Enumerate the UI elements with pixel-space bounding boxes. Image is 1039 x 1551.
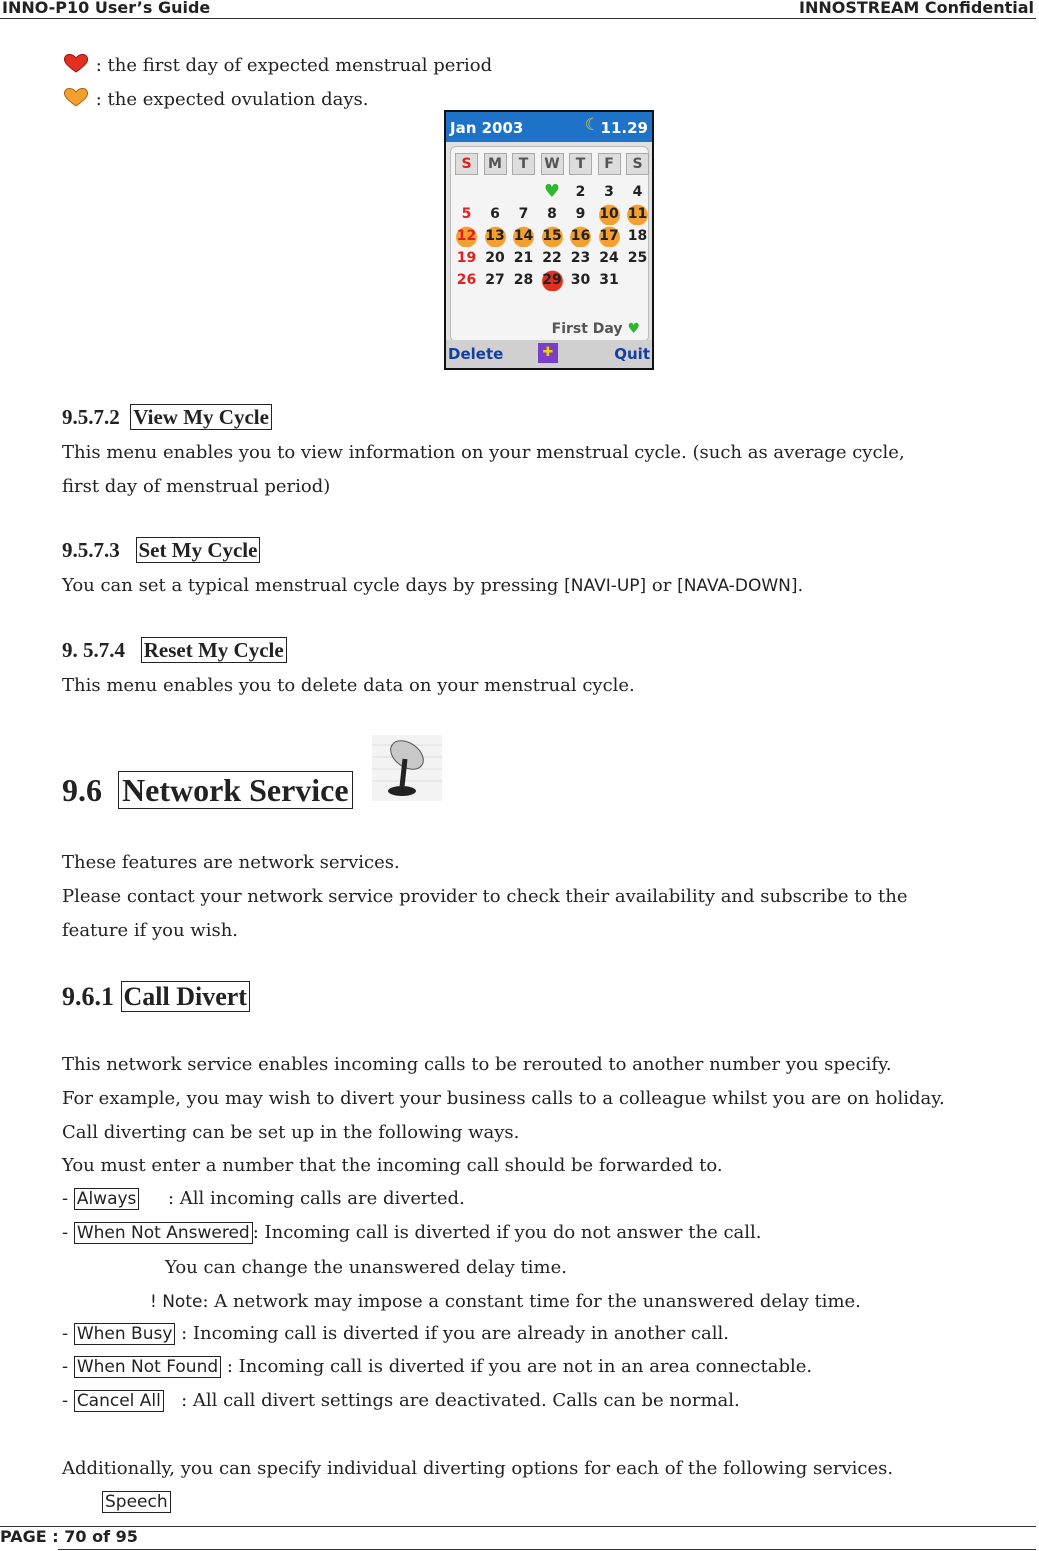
calendar-day[interactable]: 9: [575, 206, 586, 222]
service-speech: Speech: [102, 1491, 171, 1513]
weekday-header: S: [455, 153, 478, 175]
section-heading-set-my-cycle: 9.5.7.3 Set My Cycle: [62, 538, 260, 563]
calendar-day[interactable]: 30: [570, 272, 591, 288]
paragraph: feature if you wish.: [62, 920, 239, 941]
navigation-icon[interactable]: ✚: [538, 343, 558, 363]
section-heading-view-my-cycle: 9.5.7.2 View My Cycle: [62, 405, 272, 430]
calendar-day[interactable]: 20: [485, 250, 505, 266]
weekday-header: T: [569, 153, 592, 175]
legend-line-1: : the first day of expected menstrual period: [62, 53, 492, 77]
calendar-day[interactable]: 11: [624, 203, 651, 225]
calendar-day[interactable]: 16: [567, 225, 594, 247]
calendar-day[interactable]: 19: [456, 250, 477, 266]
calendar-day[interactable]: 28: [513, 272, 534, 288]
calendar-day[interactable]: 10: [596, 203, 623, 225]
calendar-day[interactable]: 24: [599, 250, 619, 266]
page-footer: [0, 1526, 1036, 1546]
calendar-day[interactable]: 27: [485, 272, 505, 288]
calendar-day[interactable]: 25: [627, 250, 648, 266]
calendar-day[interactable]: 2: [575, 184, 586, 200]
weekday-header: F: [598, 153, 621, 175]
orange-heart-icon: [62, 87, 90, 107]
option-when-busy: - When Busy : Incoming call is diverted if you are already in another call.: [62, 1323, 729, 1344]
paragraph: first day of menstrual period): [62, 476, 331, 497]
paragraph: You can set a typical menstrual cycle days by pressing [NAVI-UP] or [NAVA-DOWN].: [62, 575, 804, 596]
option-always: - Always : All incoming calls are diverted.: [62, 1188, 465, 1209]
paragraph: Call diverting can be set up in the following ways.: [62, 1122, 520, 1143]
paragraph: This menu enables you to view information on your menstrual cycle. (such as average cycle,: [62, 442, 905, 463]
option-note: ! Note: A network may impose a constant time for the unanswered delay time.: [150, 1291, 861, 1312]
delete-softkey[interactable]: Delete: [448, 345, 504, 363]
paragraph: For example, you may wish to divert your business calls to a colleague whilst you are on holiday.: [62, 1088, 945, 1109]
calendar-day[interactable]: 23: [570, 250, 591, 266]
phone-month: Jan 2003: [450, 119, 524, 137]
calendar-day[interactable]: 21: [513, 250, 534, 266]
moon-icon: ☾: [584, 115, 600, 135]
calendar-day[interactable]: 15: [539, 225, 566, 247]
phone-title-bar: [446, 112, 652, 142]
calendar-day[interactable]: 26: [456, 272, 477, 288]
weekday-header: S: [626, 153, 649, 175]
page-header: [0, 0, 1036, 19]
calendar-day[interactable]: 29: [539, 269, 566, 291]
calendar-day-today[interactable]: ♥: [543, 181, 561, 202]
red-heart-icon: [62, 53, 90, 73]
phone-softkey-bar: [446, 340, 652, 368]
header-title: INNO-P10 User’s Guide: [2, 0, 211, 17]
green-heart-icon: ♥: [627, 321, 640, 337]
paragraph: This menu enables you to delete data on your menstrual cycle.: [62, 675, 635, 696]
calendar-day[interactable]: 5: [461, 206, 472, 222]
calendar-day[interactable]: 31: [599, 272, 619, 288]
calendar-day[interactable]: 3: [604, 184, 614, 200]
section-heading-network-service: 9.6 Network Service: [62, 772, 353, 809]
calendar-day[interactable]: 17: [596, 225, 623, 247]
option-when-not-found: - When Not Found : Incoming call is diverted if you are not in an area connectable.: [62, 1356, 813, 1377]
quit-softkey[interactable]: Quit: [614, 345, 650, 363]
weekday-header: W: [541, 153, 564, 175]
calendar-grid: [450, 146, 649, 342]
paragraph: Additionally, you can specify individual diverting options for each of the following services.: [62, 1458, 894, 1479]
section-heading-call-divert: 9.6.1 Call Divert: [62, 982, 250, 1012]
calendar-day[interactable]: 6: [490, 206, 500, 222]
paragraph: This network service enables incoming calls to be rerouted to another number you specify.: [62, 1054, 892, 1075]
first-day-indicator: First Day ♥: [551, 321, 640, 337]
calendar-day[interactable]: 18: [627, 228, 648, 244]
calendar-day[interactable]: 22: [542, 250, 562, 266]
calendar-day[interactable]: 7: [518, 206, 529, 222]
page-number: PAGE : 70 of 95: [0, 1527, 138, 1546]
paragraph: You must enter a number that the incoming call should be forwarded to.: [62, 1155, 723, 1176]
legend-line-2: : the expected ovulation days.: [62, 87, 369, 111]
header-confidential: INNOSTREAM Confidential: [799, 0, 1034, 17]
option-sub-text: You can change the unanswered delay time.: [165, 1257, 567, 1278]
calendar-day[interactable]: 14: [510, 225, 537, 247]
calendar-day[interactable]: 12: [453, 225, 480, 247]
weekday-header: T: [512, 153, 535, 175]
calendar-day[interactable]: 8: [547, 206, 557, 222]
option-when-not-answered: - When Not Answered : Incoming call is diverted if you do not answer the call.: [62, 1222, 762, 1243]
footer-divider: [58, 1549, 1036, 1550]
calendar-day[interactable]: 4: [632, 184, 643, 200]
calendar-day[interactable]: 13: [482, 225, 509, 247]
weekday-header: M: [484, 153, 507, 175]
section-heading-reset-my-cycle: 9. 5.7.4 Reset My Cycle: [62, 638, 287, 663]
phone-date: 11.29: [600, 119, 648, 137]
satellite-dish-icon: [372, 735, 442, 801]
phone-calendar-screenshot: [444, 110, 654, 370]
option-cancel-all: - Cancel All : All call divert settings are deactivated. Calls can be normal.: [62, 1390, 740, 1411]
paragraph: Please contact your network service provider to check their availability and subscribe to the: [62, 886, 908, 907]
paragraph: These features are network services.: [62, 852, 400, 873]
